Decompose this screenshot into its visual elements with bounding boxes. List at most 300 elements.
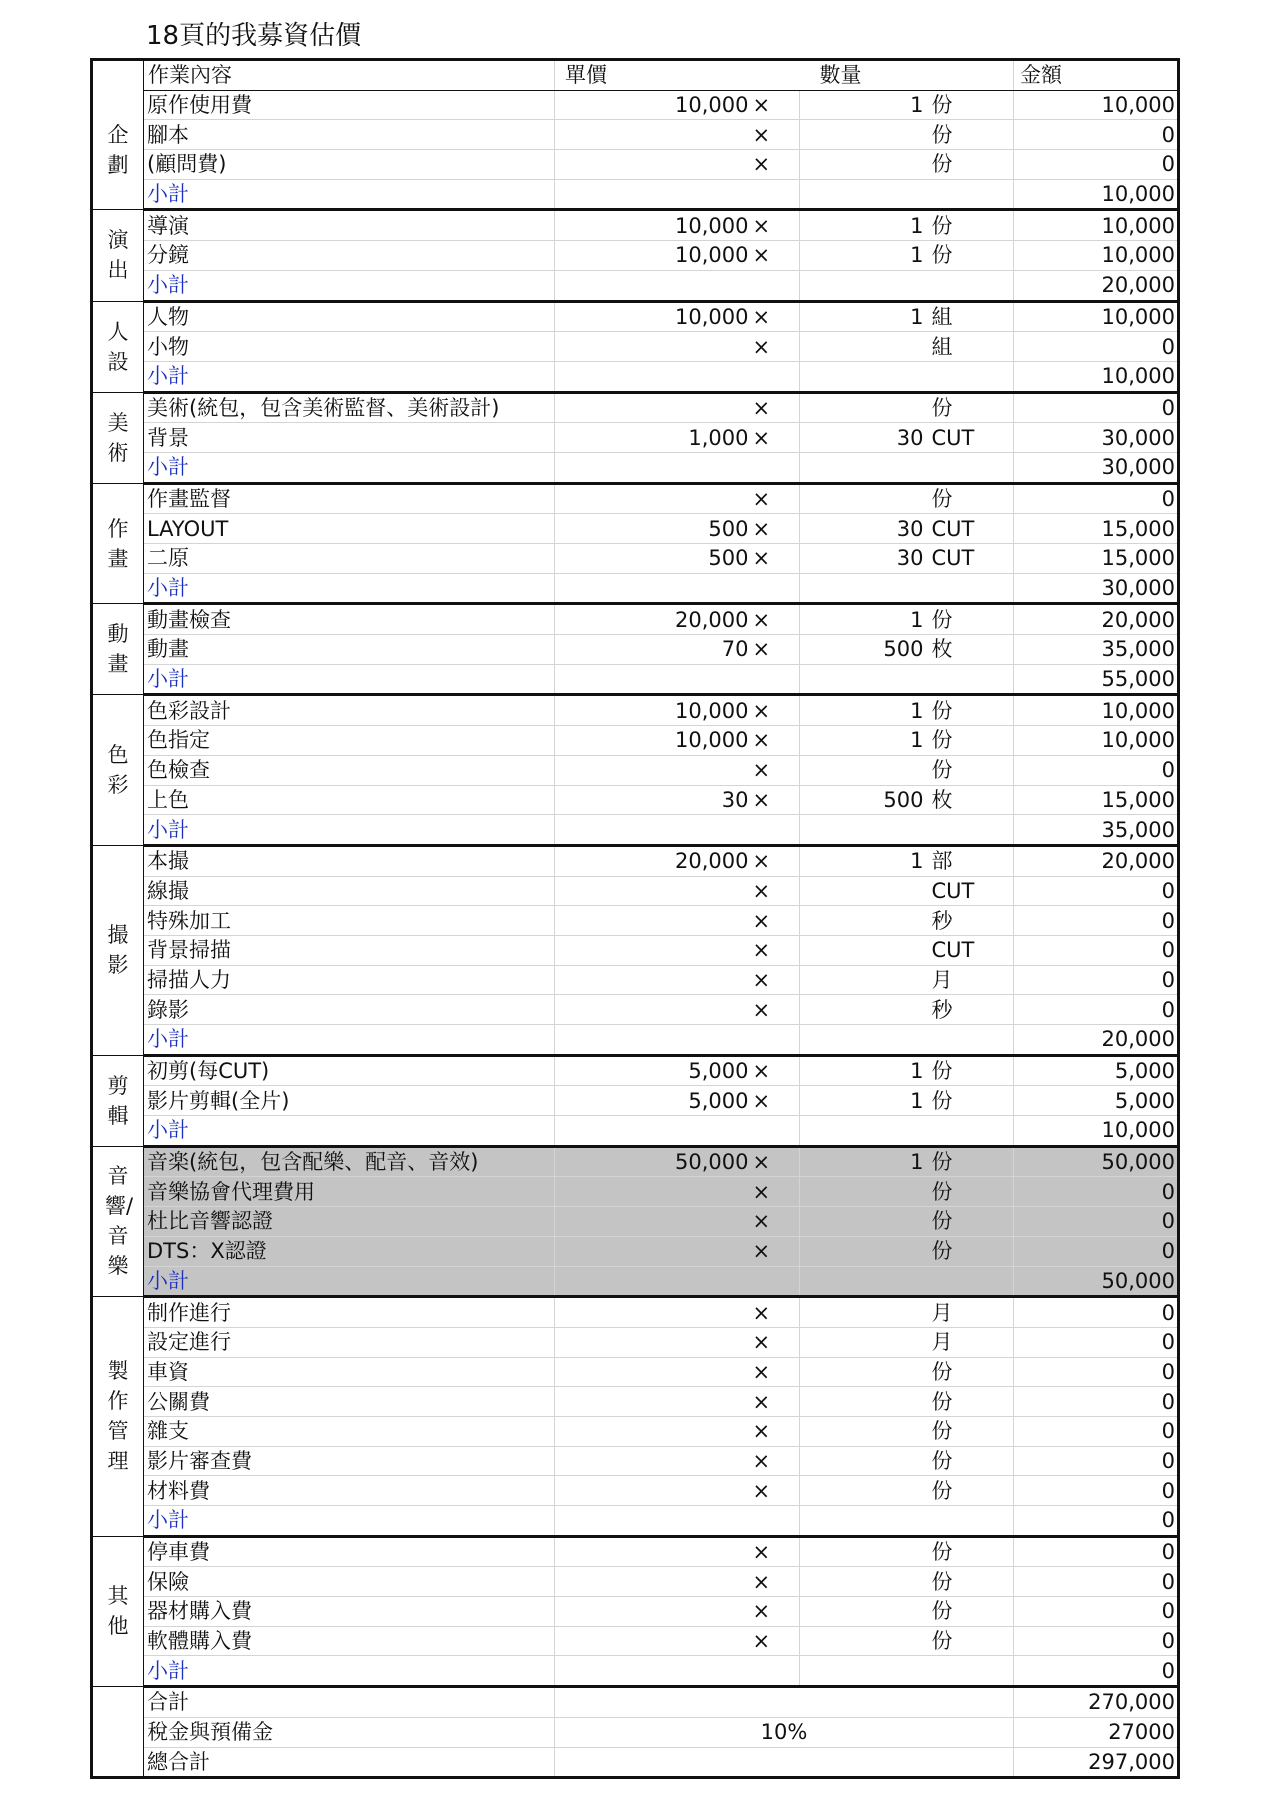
unit-price <box>555 935 751 965</box>
amount: 0 <box>1014 935 1179 965</box>
subtotal-qty-empty <box>800 815 930 846</box>
times-sign: × <box>751 1597 800 1627</box>
unit: 枚 <box>930 635 1014 665</box>
unit: 份 <box>930 483 1014 514</box>
amount: 20,000 <box>1014 604 1179 635</box>
item-name: 背景 <box>144 423 555 453</box>
times-sign: × <box>751 210 800 241</box>
line-item-row <box>92 995 1179 1025</box>
amount: 0 <box>1014 150 1179 180</box>
unit-price <box>555 332 751 362</box>
amount: 20,000 <box>1014 845 1179 876</box>
section-label: 企劃 <box>92 90 144 210</box>
line-item-row <box>92 1297 1179 1328</box>
unit-price: 10,000 <box>555 210 751 241</box>
header-qty: 數量 <box>800 60 1014 91</box>
subtotal-price-empty <box>555 1025 751 1056</box>
amount: 0 <box>1014 1536 1179 1567</box>
amount: 0 <box>1014 1207 1179 1237</box>
subtotal-amount: 10,000 <box>1014 179 1179 210</box>
quantity <box>800 1597 930 1627</box>
unit: 秒 <box>930 995 1014 1025</box>
subtotal-unit-empty <box>930 1116 1014 1147</box>
subtotal-unit-empty <box>930 815 1014 846</box>
subtotal-amount: 20,000 <box>1014 270 1179 301</box>
item-name: 動畫檢查 <box>144 604 555 635</box>
subtotal-qty-empty <box>800 270 930 301</box>
section-label: 音響/音樂 <box>92 1146 144 1296</box>
subtotal-qty-empty <box>800 1506 930 1537</box>
line-item-row <box>92 1236 1179 1266</box>
subtotal-price-empty <box>555 664 751 695</box>
unit: 份 <box>930 1236 1014 1266</box>
line-item-row <box>92 906 1179 936</box>
unit: 份 <box>930 1597 1014 1627</box>
unit: 份 <box>930 210 1014 241</box>
times-sign: × <box>751 635 800 665</box>
quantity: 30 <box>800 423 930 453</box>
unit-price <box>555 1177 751 1207</box>
times-sign: × <box>751 241 800 271</box>
quantity <box>800 965 930 995</box>
line-item-row <box>92 635 1179 665</box>
item-name: 背景掃描 <box>144 935 555 965</box>
item-name: 制作進行 <box>144 1297 555 1328</box>
line-item-row <box>92 1086 1179 1116</box>
subtotal-price-empty <box>555 815 751 846</box>
section-label: 作畫 <box>92 483 144 604</box>
times-sign: × <box>751 120 800 150</box>
quantity: 30 <box>800 514 930 544</box>
quantity <box>800 332 930 362</box>
line-item-row <box>92 1416 1179 1446</box>
times-sign: × <box>751 1357 800 1387</box>
subtotal-unit-empty <box>930 573 1014 604</box>
subtotal-label: 小計 <box>144 1506 555 1537</box>
subtotal-row <box>92 815 1179 846</box>
subtotal-qty-empty <box>800 1266 930 1297</box>
item-name: 本撮 <box>144 845 555 876</box>
amount: 0 <box>1014 995 1179 1025</box>
unit: 份 <box>930 1207 1014 1237</box>
unit: 枚 <box>930 785 1014 815</box>
unit: 份 <box>930 1146 1014 1177</box>
item-name: 保險 <box>144 1567 555 1597</box>
subtotal-price-empty <box>555 1506 751 1537</box>
total-group-empty <box>92 1717 144 1747</box>
unit: CUT <box>930 935 1014 965</box>
total-rate <box>555 1747 1014 1778</box>
total-amount: 297,000 <box>1014 1747 1179 1778</box>
total-row <box>92 1687 1179 1718</box>
unit-price: 500 <box>555 514 751 544</box>
estimate-table <box>90 58 1180 1779</box>
item-name: 導演 <box>144 210 555 241</box>
item-name: 色指定 <box>144 726 555 756</box>
quantity: 30 <box>800 544 930 574</box>
amount: 0 <box>1014 1387 1179 1417</box>
unit: 份 <box>930 755 1014 785</box>
subtotal-label: 小計 <box>144 270 555 301</box>
subtotal-x-empty <box>751 361 800 392</box>
quantity <box>800 1626 930 1656</box>
subtotal-x-empty <box>751 179 800 210</box>
line-item-row <box>92 514 1179 544</box>
unit: 份 <box>930 1357 1014 1387</box>
item-name: 材料費 <box>144 1476 555 1506</box>
unit-price <box>555 1236 751 1266</box>
item-name: 美術(統包，包含美術監督、美術設計) <box>144 392 555 423</box>
line-item-row <box>92 423 1179 453</box>
subtotal-x-empty <box>751 664 800 695</box>
amount: 0 <box>1014 965 1179 995</box>
line-item-row <box>92 241 1179 271</box>
quantity <box>800 1476 930 1506</box>
unit-price <box>555 1207 751 1237</box>
subtotal-row <box>92 1116 1179 1147</box>
quantity: 1 <box>800 1055 930 1086</box>
quantity <box>800 1536 930 1567</box>
line-item-row <box>92 1055 1179 1086</box>
item-name: 人物 <box>144 301 555 332</box>
unit: 份 <box>930 1476 1014 1506</box>
item-name: 初剪(每CUT) <box>144 1055 555 1086</box>
times-sign: × <box>751 726 800 756</box>
unit-price: 10,000 <box>555 695 751 726</box>
unit-price <box>555 755 751 785</box>
item-name: 影片剪輯(全片) <box>144 1086 555 1116</box>
line-item-row <box>92 90 1179 120</box>
subtotal-row <box>92 1025 1179 1056</box>
quantity: 1 <box>800 726 930 756</box>
unit-price <box>555 1536 751 1567</box>
item-name: 停車費 <box>144 1536 555 1567</box>
line-item-row <box>92 785 1179 815</box>
amount: 0 <box>1014 1626 1179 1656</box>
subtotal-amount: 35,000 <box>1014 815 1179 846</box>
quantity <box>800 1297 930 1328</box>
subtotal-qty-empty <box>800 452 930 483</box>
header-amount: 金額 <box>1014 60 1179 91</box>
subtotal-amount: 0 <box>1014 1656 1179 1687</box>
amount: 5,000 <box>1014 1086 1179 1116</box>
unit-price: 1,000 <box>555 423 751 453</box>
item-name: 掃描人力 <box>144 965 555 995</box>
unit: 份 <box>930 1626 1014 1656</box>
line-item-row <box>92 695 1179 726</box>
unit-price <box>555 1416 751 1446</box>
subtotal-x-empty <box>751 815 800 846</box>
line-item-row <box>92 1327 1179 1357</box>
line-item-row <box>92 1597 1179 1627</box>
subtotal-unit-empty <box>930 1266 1014 1297</box>
header-price: 單價 <box>555 60 751 91</box>
unit: 組 <box>930 301 1014 332</box>
unit-price <box>555 1357 751 1387</box>
quantity <box>800 150 930 180</box>
subtotal-unit-empty <box>930 361 1014 392</box>
unit-price: 10,000 <box>555 726 751 756</box>
amount: 0 <box>1014 1446 1179 1476</box>
unit-price <box>555 1626 751 1656</box>
quantity <box>800 1357 930 1387</box>
quantity <box>800 120 930 150</box>
subtotal-row <box>92 361 1179 392</box>
quantity <box>800 1207 930 1237</box>
subtotal-row <box>92 1656 1179 1687</box>
unit: CUT <box>930 423 1014 453</box>
amount: 10,000 <box>1014 726 1179 756</box>
unit: 份 <box>930 1387 1014 1417</box>
unit: 份 <box>930 1177 1014 1207</box>
amount: 50,000 <box>1014 1146 1179 1177</box>
total-rate <box>555 1687 1014 1718</box>
unit-price <box>555 1446 751 1476</box>
line-item-row <box>92 1387 1179 1417</box>
unit: 份 <box>930 695 1014 726</box>
total-row <box>92 1717 1179 1747</box>
line-item-row <box>92 544 1179 574</box>
unit-price <box>555 150 751 180</box>
quantity <box>800 755 930 785</box>
item-name: 軟體購入費 <box>144 1626 555 1656</box>
line-item-row <box>92 1207 1179 1237</box>
times-sign: × <box>751 876 800 906</box>
unit: 份 <box>930 1086 1014 1116</box>
unit: CUT <box>930 544 1014 574</box>
line-item-row <box>92 120 1179 150</box>
amount: 0 <box>1014 332 1179 362</box>
times-sign: × <box>751 332 800 362</box>
unit-price <box>555 1476 751 1506</box>
item-name: 雜支 <box>144 1416 555 1446</box>
amount: 0 <box>1014 1357 1179 1387</box>
quantity: 1 <box>800 604 930 635</box>
unit-price <box>555 483 751 514</box>
unit: 份 <box>930 90 1014 120</box>
item-name: 作畫監督 <box>144 483 555 514</box>
unit: 組 <box>930 332 1014 362</box>
item-name: 音楽(統包，包含配樂、配音、音效) <box>144 1146 555 1177</box>
times-sign: × <box>751 1416 800 1446</box>
amount: 0 <box>1014 755 1179 785</box>
quantity: 500 <box>800 785 930 815</box>
times-sign: × <box>751 1146 800 1177</box>
line-item-row <box>92 1626 1179 1656</box>
times-sign: × <box>751 906 800 936</box>
times-sign: × <box>751 695 800 726</box>
item-name: 原作使用費 <box>144 90 555 120</box>
times-sign: × <box>751 1446 800 1476</box>
header-item: 作業內容 <box>144 60 555 91</box>
times-sign: × <box>751 90 800 120</box>
subtotal-price-empty <box>555 1266 751 1297</box>
subtotal-qty-empty <box>800 664 930 695</box>
amount: 10,000 <box>1014 210 1179 241</box>
item-name: 公關費 <box>144 1387 555 1417</box>
subtotal-qty-empty <box>800 1025 930 1056</box>
unit: 份 <box>930 150 1014 180</box>
subtotal-label: 小計 <box>144 179 555 210</box>
subtotal-price-empty <box>555 573 751 604</box>
unit-price: 500 <box>555 544 751 574</box>
subtotal-row <box>92 1266 1179 1297</box>
section-label: 演出 <box>92 210 144 301</box>
unit-price: 30 <box>555 785 751 815</box>
unit-price: 20,000 <box>555 845 751 876</box>
total-row <box>92 1747 1179 1778</box>
quantity: 1 <box>800 241 930 271</box>
subtotal-x-empty <box>751 1506 800 1537</box>
times-sign: × <box>751 514 800 544</box>
times-sign: × <box>751 845 800 876</box>
subtotal-row <box>92 452 1179 483</box>
item-name: 色彩設計 <box>144 695 555 726</box>
subtotal-x-empty <box>751 573 800 604</box>
unit: 份 <box>930 1055 1014 1086</box>
unit-price <box>555 965 751 995</box>
item-name: 影片審查費 <box>144 1446 555 1476</box>
quantity: 1 <box>800 695 930 726</box>
line-item-row <box>92 1567 1179 1597</box>
unit-price <box>555 1387 751 1417</box>
subtotal-label: 小計 <box>144 1656 555 1687</box>
section-label: 製作管理 <box>92 1297 144 1537</box>
quantity <box>800 1177 930 1207</box>
unit-price <box>555 995 751 1025</box>
item-name: 小物 <box>144 332 555 362</box>
unit: CUT <box>930 514 1014 544</box>
quantity <box>800 995 930 1025</box>
subtotal-label: 小計 <box>144 1116 555 1147</box>
amount: 15,000 <box>1014 544 1179 574</box>
quantity <box>800 935 930 965</box>
times-sign: × <box>751 1086 800 1116</box>
total-amount: 270,000 <box>1014 1687 1179 1718</box>
quantity <box>800 1387 930 1417</box>
times-sign: × <box>751 1387 800 1417</box>
subtotal-row <box>92 573 1179 604</box>
amount: 30,000 <box>1014 423 1179 453</box>
subtotal-amount: 0 <box>1014 1506 1179 1537</box>
times-sign: × <box>751 423 800 453</box>
times-sign: × <box>751 935 800 965</box>
amount: 10,000 <box>1014 241 1179 271</box>
subtotal-qty-empty <box>800 179 930 210</box>
subtotal-x-empty <box>751 1266 800 1297</box>
subtotal-qty-empty <box>800 573 930 604</box>
line-item-row <box>92 935 1179 965</box>
line-item-row <box>92 845 1179 876</box>
unit-price: 70 <box>555 635 751 665</box>
quantity <box>800 906 930 936</box>
unit-price <box>555 1297 751 1328</box>
unit-price: 10,000 <box>555 301 751 332</box>
line-item-row <box>92 1476 1179 1506</box>
subtotal-price-empty <box>555 1116 751 1147</box>
subtotal-amount: 10,000 <box>1014 1116 1179 1147</box>
amount: 0 <box>1014 1416 1179 1446</box>
amount: 10,000 <box>1014 695 1179 726</box>
subtotal-qty-empty <box>800 361 930 392</box>
subtotal-unit-empty <box>930 1506 1014 1537</box>
item-name: 上色 <box>144 785 555 815</box>
line-item-row <box>92 332 1179 362</box>
subtotal-amount: 10,000 <box>1014 361 1179 392</box>
amount: 0 <box>1014 483 1179 514</box>
times-sign: × <box>751 1476 800 1506</box>
unit: 份 <box>930 392 1014 423</box>
section-label: 色彩 <box>92 695 144 845</box>
line-item-row <box>92 604 1179 635</box>
subtotal-price-empty <box>555 452 751 483</box>
line-item-row <box>92 1536 1179 1567</box>
times-sign: × <box>751 1567 800 1597</box>
unit: CUT <box>930 876 1014 906</box>
line-item-row <box>92 1146 1179 1177</box>
quantity <box>800 1567 930 1597</box>
amount: 0 <box>1014 1597 1179 1627</box>
amount: 10,000 <box>1014 301 1179 332</box>
subtotal-unit-empty <box>930 270 1014 301</box>
times-sign: × <box>751 150 800 180</box>
amount: 0 <box>1014 1177 1179 1207</box>
unit: 份 <box>930 1536 1014 1567</box>
subtotal-unit-empty <box>930 1656 1014 1687</box>
amount: 10,000 <box>1014 90 1179 120</box>
line-item-row <box>92 392 1179 423</box>
item-name: LAYOUT <box>144 514 555 544</box>
subtotal-label: 小計 <box>144 815 555 846</box>
times-sign: × <box>751 995 800 1025</box>
subtotal-row <box>92 1506 1179 1537</box>
subtotal-price-empty <box>555 270 751 301</box>
times-sign: × <box>751 1207 800 1237</box>
item-name: DTS：X認證 <box>144 1236 555 1266</box>
unit-price: 50,000 <box>555 1146 751 1177</box>
subtotal-label: 小計 <box>144 573 555 604</box>
quantity <box>800 1446 930 1476</box>
unit-price <box>555 1597 751 1627</box>
line-item-row <box>92 1446 1179 1476</box>
unit: 份 <box>930 241 1014 271</box>
unit-price: 10,000 <box>555 90 751 120</box>
unit-price <box>555 392 751 423</box>
line-item-row <box>92 755 1179 785</box>
times-sign: × <box>751 1177 800 1207</box>
quantity: 1 <box>800 1146 930 1177</box>
line-item-row <box>92 1357 1179 1387</box>
section-label: 其他 <box>92 1536 144 1686</box>
times-sign: × <box>751 785 800 815</box>
total-group-empty <box>92 1747 144 1778</box>
item-name: 設定進行 <box>144 1327 555 1357</box>
subtotal-x-empty <box>751 1116 800 1147</box>
page-title: 18頁的我募資估價 <box>146 21 362 51</box>
total-rate: 10% <box>555 1717 1014 1747</box>
section-label: 美術 <box>92 392 144 483</box>
unit: 份 <box>930 1567 1014 1597</box>
unit: 秒 <box>930 906 1014 936</box>
amount: 0 <box>1014 906 1179 936</box>
item-name: 二原 <box>144 544 555 574</box>
line-item-row <box>92 726 1179 756</box>
quantity: 500 <box>800 635 930 665</box>
line-item-row <box>92 483 1179 514</box>
times-sign: × <box>751 965 800 995</box>
item-name: 器材購入費 <box>144 1597 555 1627</box>
amount: 0 <box>1014 876 1179 906</box>
